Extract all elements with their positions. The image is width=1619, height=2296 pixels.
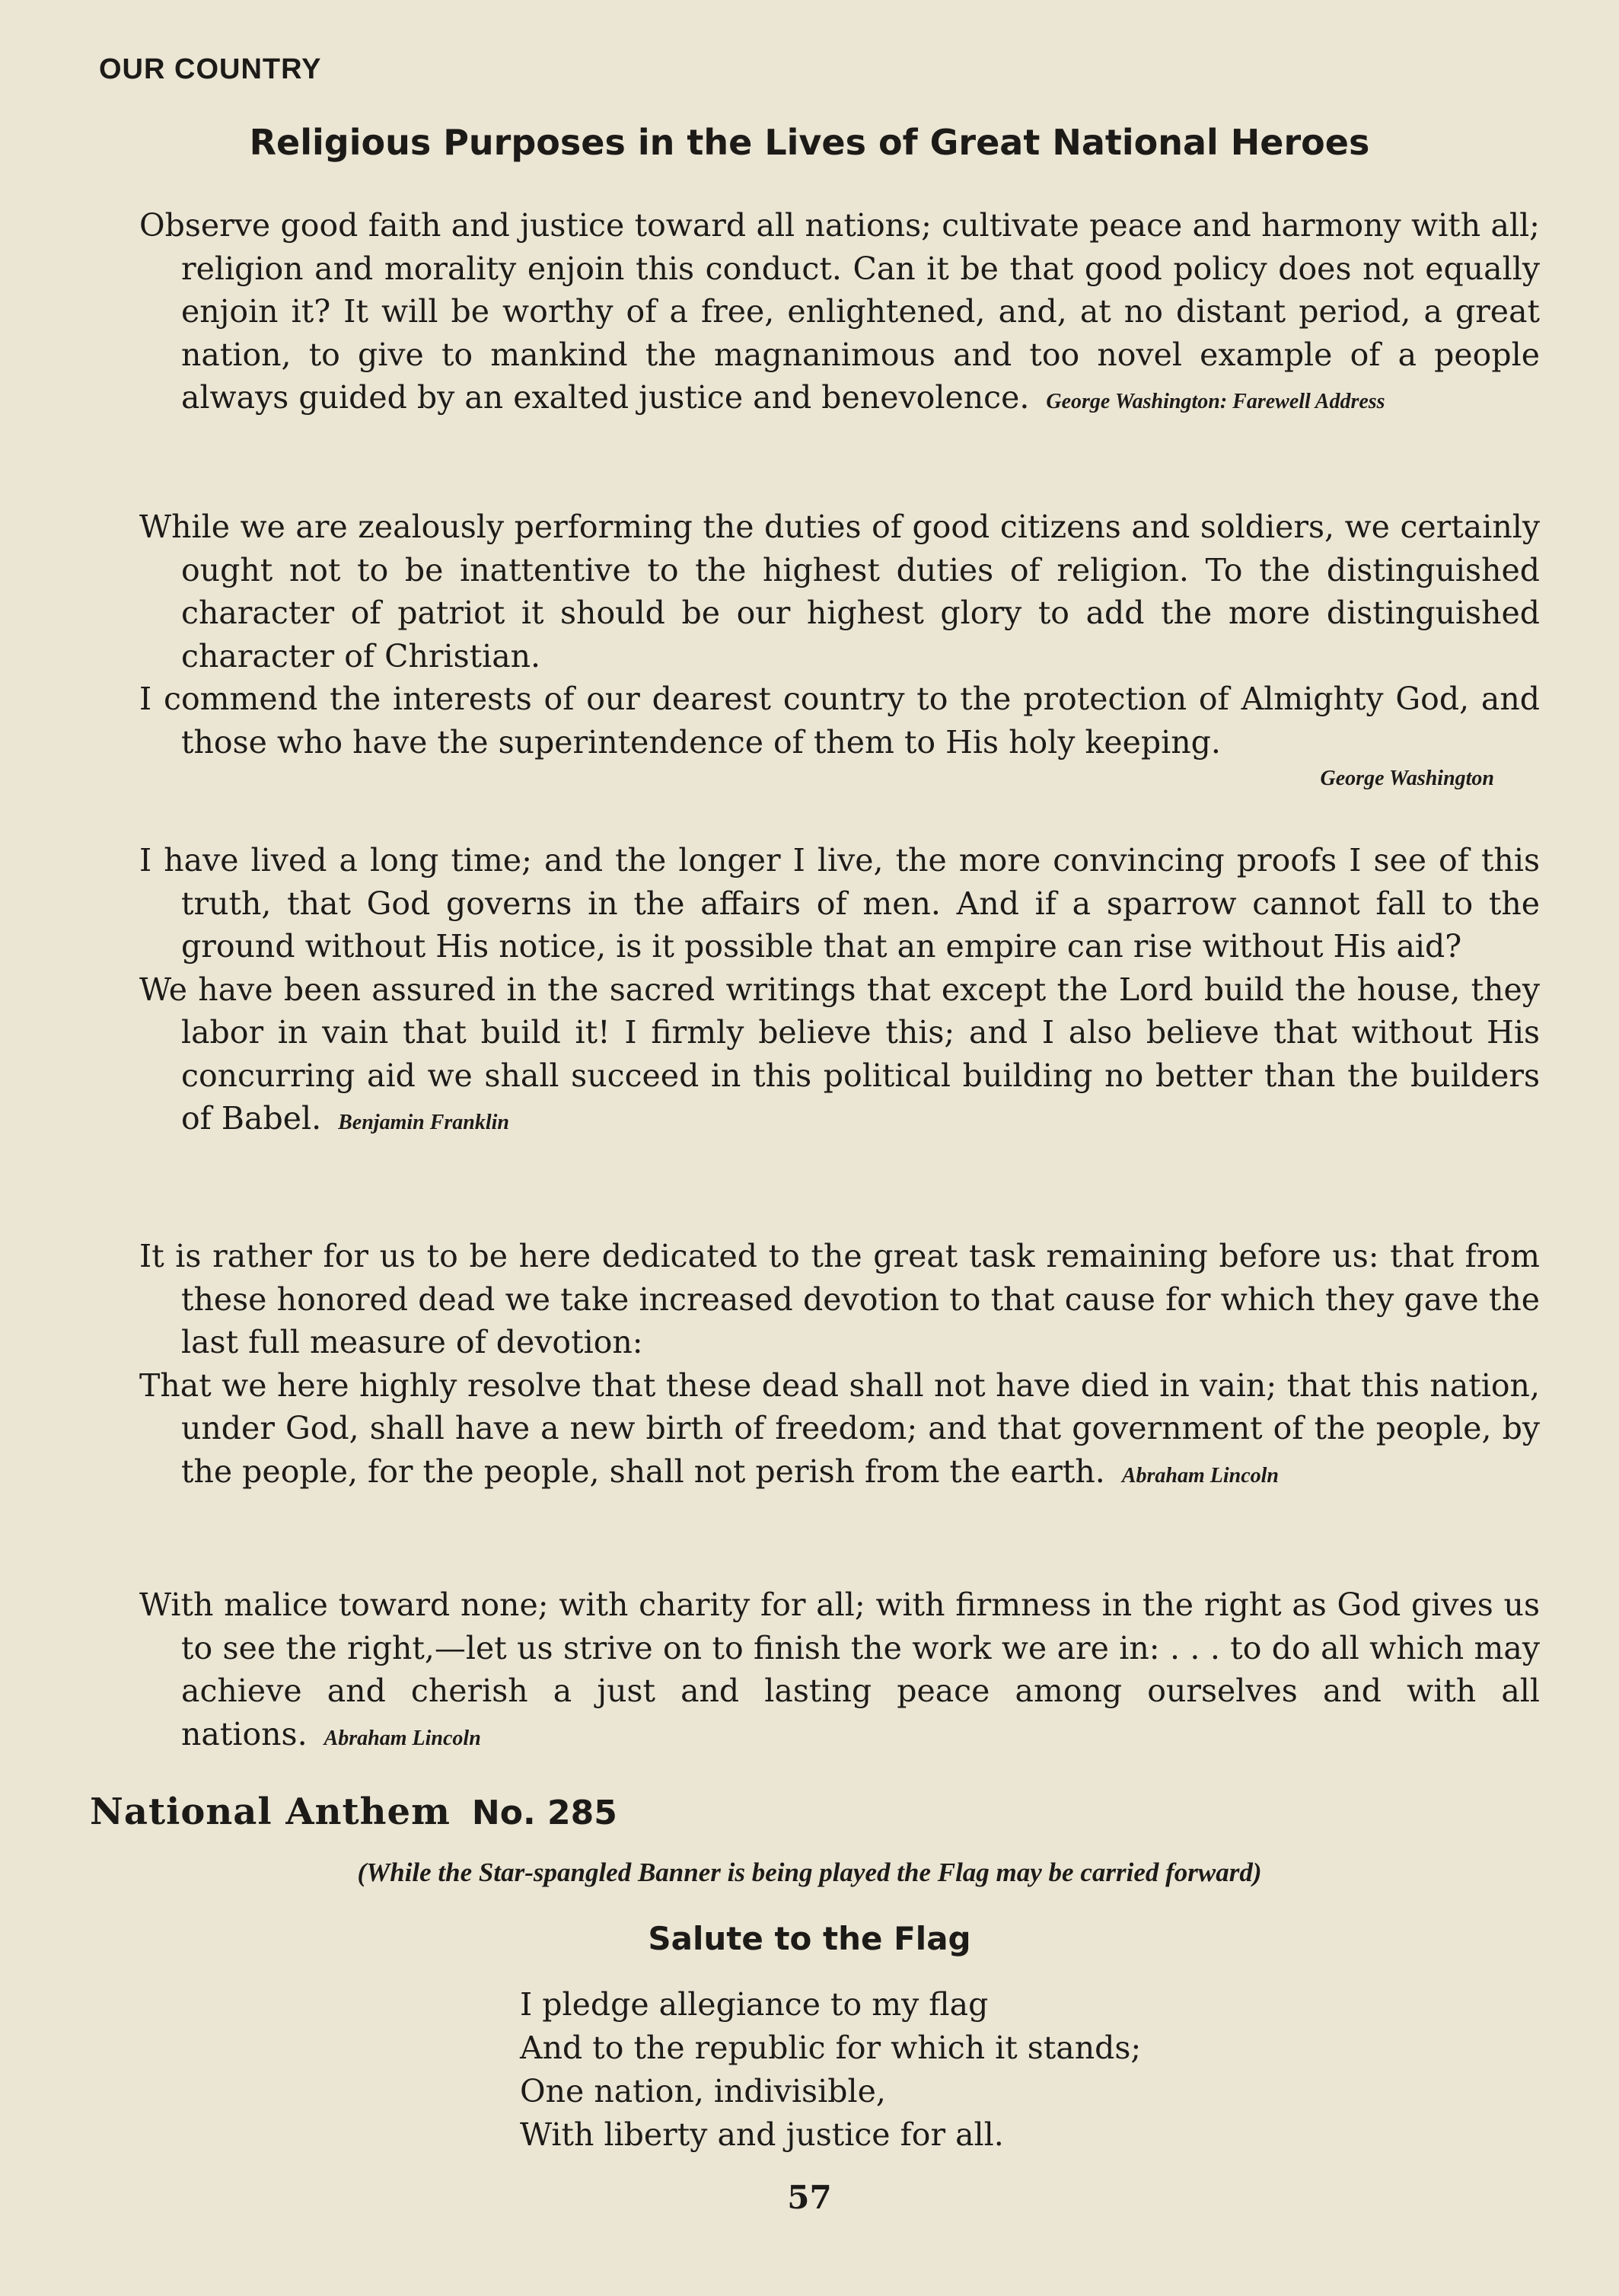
quote-lincoln-second-inaugural xyxy=(139,1583,1540,1760)
quote-paragraph: With malice toward none; with charity for all; with firmness in the right as God gives us to see the right,—let us strive on to finish the work we are in: . . . to do all which may achieve and cherish a just and lasting peace among ourselves and with all nations. Abraham Lincoln xyxy=(139,1586,1540,1752)
quote-attribution: George Washington: Farewell Address xyxy=(1046,390,1385,413)
page-number: 57 xyxy=(787,2179,832,2216)
anthem-number: No. 285 xyxy=(471,1794,617,1832)
salute-title: Salute to the Flag xyxy=(648,1920,971,1957)
pledge-line: I pledge allegiance to my flag xyxy=(520,1986,989,2023)
quote-attribution: Abraham Lincoln xyxy=(1121,1463,1279,1488)
quote-paragraph: We have been assured in the sacred writings that except the Lord build the house, they labor in vain that build it! I firmly believe this; and I also believe that without His concurring aid we shall succeed in this political building no better than the builders of Babel. Benjamin Franklin xyxy=(139,971,1540,1137)
anthem-heading xyxy=(90,1791,617,1833)
quote-paragraph: I have lived a long time; and the longer I live, the more convincing proofs I see of this truth, that God governs in the affairs of men. And if a sparrow cannot fall to the ground without His notice, is it possible that an empire can rise without His aid? xyxy=(139,842,1540,965)
quote-paragraph: I commend the interests of our dearest country to the protection of Almighty God, and those who have the superintendence of them to His holy keeping. xyxy=(139,681,1540,761)
quote-paragraph: While we are zealously performing the duties of good citizens and soldiers, we certainly ought not to be inattentive to the highest duties of religion. To the distinguished character of patriot it should be our highest glory to add the more distinguished character of Christian. xyxy=(139,509,1540,674)
page-title: Religious Purposes in the Lives of Great National Heroes xyxy=(249,122,1370,163)
running-head: OUR COUNTRY xyxy=(99,53,322,85)
quote-franklin xyxy=(139,839,1540,1145)
quote-attribution: Benjamin Franklin xyxy=(338,1111,509,1134)
quote-lincoln-gettysburg xyxy=(139,1235,1540,1497)
pledge-line: With liberty and justice for all. xyxy=(520,2116,1004,2153)
pledge-text xyxy=(520,1983,1141,2157)
quote-washington-farewell xyxy=(139,204,1540,424)
pledge-line: And to the republic for which it stands; xyxy=(520,2030,1142,2066)
quote-attribution: George Washington xyxy=(1320,767,1494,790)
quote-washington xyxy=(139,505,1540,794)
anthem-instruction: (While the Star-spangled Banner is being played the Flag may be carried forward) xyxy=(357,1858,1262,1887)
anthem-title: National Anthem xyxy=(90,1791,451,1833)
pledge-line: One nation, indivisible, xyxy=(520,2073,886,2109)
quote-paragraph: It is rather for us to be here dedicated to the great task remaining before us: that from these honored dead we take increased devotion to that cause for which they gave the last full measure of devotion: xyxy=(139,1238,1540,1360)
quote-attribution: Abraham Lincoln xyxy=(323,1726,481,1750)
quote-paragraph: Observe good faith and justice toward all nations; cultivate peace and harmony with all; religion and morality enjoin this conduct. Can it be that good policy does not equally enjoin it? It will be worthy of a free, enlightened, and, at no distant period, a great nation, to give to mankind the magnanimous and too novel example of a people always guided by an exalted justice and benevolence. George Washington: Farewell Address xyxy=(139,207,1540,416)
quote-paragraph: That we here highly resolve that these dead shall not have died in vain; that this nation, under God, shall have a new birth of freedom; and that government of the people, by the people, for the people, shall not perish from the earth. Abraham Lincoln xyxy=(139,1366,1540,1490)
